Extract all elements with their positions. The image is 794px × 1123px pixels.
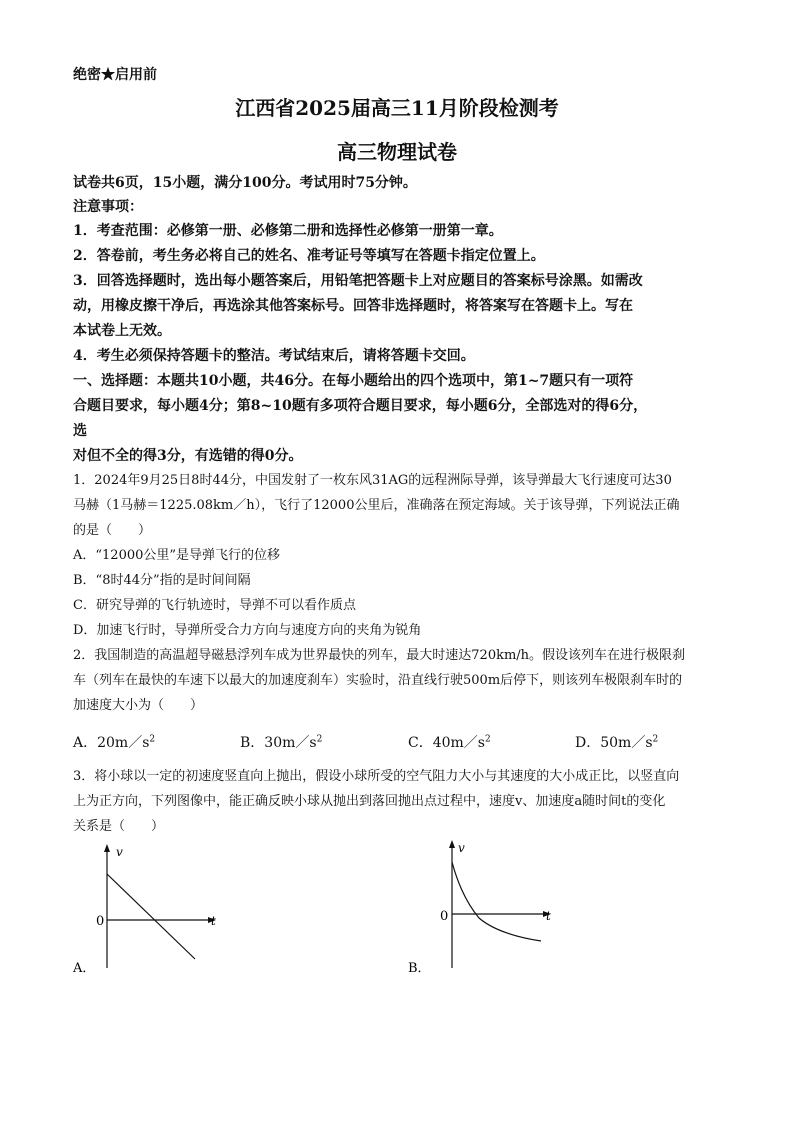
origin-label: 0 bbox=[96, 914, 105, 929]
q2-stem: 加速度大小为（ ） bbox=[73, 698, 204, 713]
q2-stem: 车（列车在最快的车速下以最大的加速度刹车）实验时，沿直线行驶500m后停下，则该列车极限刹车时的 bbox=[73, 673, 683, 688]
q2-option-a bbox=[73, 732, 155, 752]
notice-item: 3．回答选择题时，选出每小题答案后，用铅笔把答题卡上对应题目的答案标号涂黑。如需改 bbox=[73, 273, 643, 289]
q3-stem: 上为正方向，下列图像中，能正确反映小球从抛出到落回抛出点过程中，速度v、加速度a随时间t的变化 bbox=[73, 794, 666, 809]
q2-option-c-exp: 2 bbox=[485, 734, 491, 745]
y-axis-label: v bbox=[458, 841, 465, 855]
q3-graph-a bbox=[70, 838, 230, 978]
q2-option-d bbox=[575, 732, 658, 752]
q3-stem: 关系是（ ） bbox=[73, 819, 165, 834]
q2-stem: 2．我国制造的高温超导磁悬浮列车成为世界最快的列车，最大时速达720km/h。假设该列车在进行极限刹 bbox=[73, 648, 686, 663]
y-axis-label: v bbox=[116, 845, 123, 859]
q1-stem: 马赫（1马赫＝1225.08km／h），飞行了12000公里后，准确落在预定海域。关于该导弹，下列说法正确 bbox=[73, 498, 680, 513]
q1-stem: 1．2024年9月25日8时44分，中国发射了一枚东风31AG的远程洲际导弹，该导弹最大飞行速度可达30 bbox=[73, 473, 672, 488]
exam-subtitle: 高三物理试卷 bbox=[337, 140, 457, 164]
notice-item: 本试卷上无效。 bbox=[73, 323, 171, 339]
x-axis-label: t bbox=[546, 909, 551, 923]
q2-option-c bbox=[408, 732, 491, 752]
q1-option-c: C．研究导弹的飞行轨迹时，导弹不可以看作质点 bbox=[73, 598, 356, 613]
notice-item: 1．考查范围：必修第一册、必修第二册和选择性必修第一册第一章。 bbox=[73, 223, 503, 239]
q3-graph-b bbox=[405, 838, 565, 978]
q2-option-d-exp: 2 bbox=[652, 734, 659, 745]
section-heading: 选 bbox=[73, 423, 87, 439]
graph-a-label: A． bbox=[73, 961, 96, 976]
q3-stem: 3．将小球以一定的初速度竖直向上抛出，假设小球所受的空气阻力大小与其速度的大小成正比，以竖直向 bbox=[73, 769, 680, 784]
q1-option-d: D．加速飞行时，导弹所受合力方向与速度方向的夹角为锐角 bbox=[73, 623, 422, 638]
q2-option-a-text: A．20m／s bbox=[73, 735, 150, 751]
velocity-curve bbox=[452, 862, 541, 941]
y-axis-arrow-icon bbox=[104, 844, 110, 852]
q2-option-b-exp: 2 bbox=[316, 734, 323, 745]
x-axis-label: t bbox=[211, 914, 216, 928]
confidential-mark: 绝密★启用前 bbox=[73, 67, 157, 83]
section-heading: 一、选择题：本题共10小题，共46分。在每小题给出的四个选项中，第1~7题只有一项符 bbox=[73, 373, 634, 389]
velocity-line bbox=[107, 874, 195, 959]
notice-item: 4．考生必须保持答题卡的整洁。考试结束后，请将答题卡交回。 bbox=[73, 348, 475, 364]
exam-title: 江西省2025届高三11月阶段检测考 bbox=[235, 96, 559, 120]
y-axis-arrow-icon bbox=[449, 840, 455, 848]
q2-option-c-text: C．40m／s bbox=[408, 735, 485, 751]
q1-option-a: A．“12000公里”是导弹飞行的位移 bbox=[73, 548, 281, 563]
q3-graph-a-svg bbox=[70, 838, 230, 978]
section-heading: 合题目要求，每小题4分；第8~10题有多项符合题目要求，每小题6分，全部选对的得6分， bbox=[73, 398, 648, 414]
notice-item: 2．答卷前，考生务必将自己的姓名、准考证号等填写在答题卡指定位置上。 bbox=[73, 248, 545, 264]
q2-option-b-text: B．30m／s bbox=[240, 735, 317, 751]
notice-title: 注意事项： bbox=[73, 199, 143, 215]
q1-option-b: B．“8时44分”指的是时间间隔 bbox=[73, 573, 251, 588]
q3-graph-b-svg bbox=[405, 838, 565, 978]
graph-b-label: B． bbox=[408, 961, 431, 976]
origin-label: 0 bbox=[440, 909, 449, 924]
q2-option-d-text: D．50m／s bbox=[575, 735, 653, 751]
exam-info: 试卷共6页，15小题，满分100分。考试用时75分钟。 bbox=[73, 175, 417, 191]
q2-option-b bbox=[240, 732, 322, 752]
q2-option-a-exp: 2 bbox=[149, 734, 156, 745]
q1-stem: 的是（ ） bbox=[73, 523, 152, 538]
notice-item: 动，用橡皮擦干净后，再选涂其他答案标号。回答非选择题时，将答案写在答题卡上。写在 bbox=[73, 298, 633, 314]
section-heading: 对但不全的得3分，有选错的得0分。 bbox=[73, 448, 303, 464]
